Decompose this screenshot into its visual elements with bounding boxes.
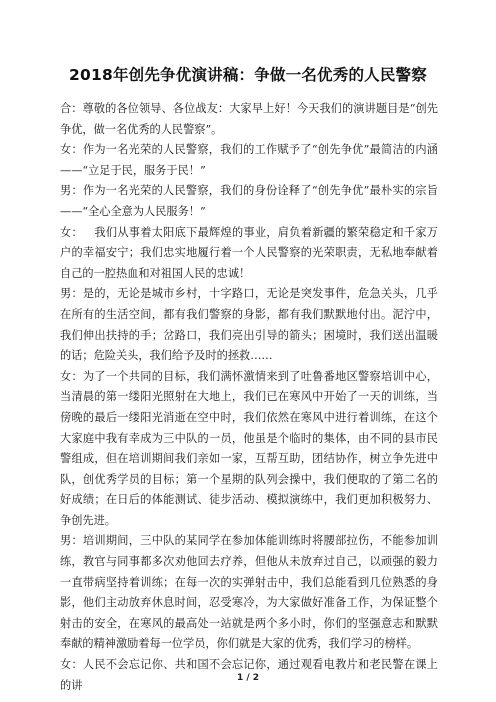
paragraph-2: 女：作为一名光荣的人民警察，我们的工作赋予了“创先争优”最简洁的内涵——“立足于民，服务于民！” [60,143,438,177]
paragraph-1: 合：尊敬的各位领导、各位战友：大家早上好！今天我们的演讲题目是“创先争优，做一名优秀的人民警察”。 [60,102,438,136]
paragraph-5: 男：是的，无论是城市乡村，十字路口，无论是突发事件，危急关头，几乎在所有的生活空间，都有我们警察的身影，都有我们默默地付出。泥泞中，我们伸出扶持的手；岔路口，我们亮出引导的箭头；困境时，我们送出温暖的话；危险关头，我们给予及时的拯救…… [60,287,438,363]
paragraph-6: 女：为了一个共同的目标，我们满怀激情来到了吐鲁番地区警察培训中心，当清晨的第一缕阳光照射在大地上，我们已在寒风中开始了一天的训练，当傍晚的最后一缕阳光消逝在空中时，我们依然在寒风中进行着训练，在这个大家庭中我有幸成为三中队的一员，他虽是个临时的集体，由不同的县市民警组成，但在培训期间我们亲如一家，互帮互助，团结协作，树立争先进中队，创优秀学员的目标；第一个星期的队列会操中，我们便取的了第二名的好成绩；在日后的体能测试、徒步活动、模拟演练中，我们更加积极努力、争创先进。 [60,369,438,527]
page-indicator: 1 / 2 [236,673,260,683]
paragraph-4: 女： 我们从事着太阳底下最辉煌的事业，肩负着新疆的繁荣稳定和千家万户的幸福安宁；我们忠实地履行着一个人民警察的光荣职责，无私地奉献着自己的一腔热血和对祖国人民的忠诚！ [60,225,438,280]
document-title: 2018年创先争优演讲稿：争做一名优秀的人民警察 [69,66,427,84]
paragraph-3: 男：作为一名光荣的人民警察，我们的身份诠释了“创先争优”最朴实的宗旨——“全心全意为人民服务！” [60,184,438,218]
paragraph-8: 女：人民不会忘记你、共和国不会忘记你，通过观看电教片和老民警在课上的讲 [60,658,438,692]
paragraph-7: 男：培训期间，三中队的某同学在参加体能训练时将腰部拉伤，不能参加训练，教官与同事都多次劝他回去疗养，但他从未放弃过自己，以顽强的毅力一直带病坚持着训练；在每一次的实弹射击中，我们总能看到几位熟悉的身影，他们主动放弃休息时间，忍受寒冷，为大家做好准备工作，为保证整个射击的安全，在寒风的最高处一站就是两个多小时，你们的坚强意志和默默奉献的精神激励着每一位学员，你们就是大家的优秀，我们学习的榜样。 [60,534,438,651]
document-body [60,99,438,696]
